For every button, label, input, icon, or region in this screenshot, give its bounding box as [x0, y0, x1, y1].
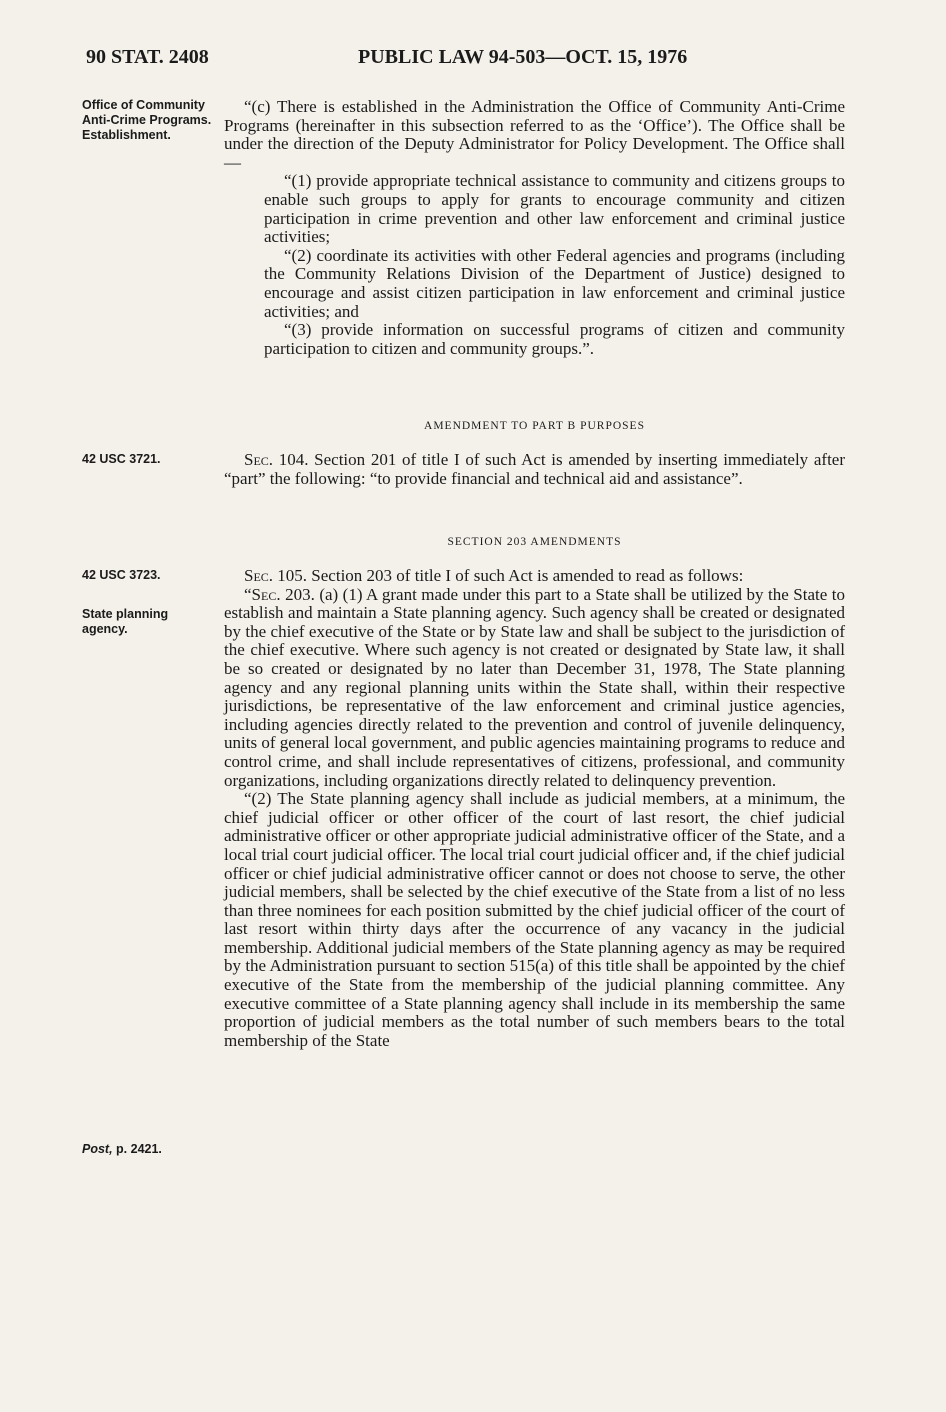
- public-law-title: PUBLIC LAW 94-503—OCT. 15, 1976: [358, 46, 688, 68]
- heading-part-b-purposes: AMENDMENT TO PART B PURPOSES: [424, 420, 645, 432]
- section-105-text: [224, 567, 845, 586]
- section-104-label: Sec. 104.: [244, 450, 309, 469]
- stat-page-number: 90 STAT. 2408: [86, 46, 209, 68]
- section-203-a-1: [224, 586, 845, 791]
- margin-note-state-planning: State planning agency.: [82, 607, 169, 636]
- section-105: [224, 567, 845, 1050]
- margin-note-usc-3721: 42 USC 3721.: [82, 452, 161, 466]
- post-lead: Post,: [82, 1142, 113, 1156]
- margin-note-post: [82, 1142, 212, 1157]
- section-104: [224, 451, 845, 488]
- heading-section-203-amendments: SECTION 203 AMENDMENTS: [447, 536, 622, 548]
- subsection-c-item-1: “(1) provide appropriate technical assistance to community and citizens groups to enable such groups to apply for grants to encourage community and citizen participation in crime prevention and other law enforcement and criminal justice activities;: [264, 171, 845, 247]
- section-104-body: Section 201 of title I of such Act is amended by inserting immediately after “part” the following: “to provide financial and technical aid and assistance”.: [224, 450, 846, 488]
- section-203-a-1-body: (a) (1) A grant made under this part to a State shall be utilized by the State to establish and maintain a State planning agency. Such agency shall be created or designated by the chief executive of the State or by State law and shall be subject to the jurisdiction of the chief executive. Where such agency is not created or designated by State law, it shall be so created or designated by no later than December 31, 1978, The State planning agency and any regional planning units within the State shall, within their respective jurisdictions, be representative of the law enforcement and criminal justice agencies, including agencies directly related to the prevention and control of juvenile delinquency, units of general local government, and public agencies maintaining programs to reduce and control crime, and shall include representatives of citizens, professional, and community organizations, including organizations directly related to delinquency prevention.: [224, 584, 845, 790]
- subsection-c-item-2: “(2) coordinate its activities with other Federal agencies and programs (including the Community Relations Division of the Department of Justice) designed to encourage and assist citizen participation in law enforcement and criminal justice activities; and: [264, 245, 845, 321]
- margin-note-usc-3723: 42 USC 3723.: [82, 568, 161, 582]
- subsection-c: [224, 98, 845, 358]
- section-203-label: “Sec. 203.: [244, 584, 315, 604]
- page-header: [86, 46, 846, 76]
- subsection-c-intro: “(c) There is established in the Administration the Office of Community Anti-Crime Programs (hereinafter in this subsection referred to as the ‘Office’). The Office shall be under the direction of the Deputy Administrator for Policy Development. The Office shall—: [224, 97, 845, 172]
- post-page-ref: p. 2421.: [112, 1142, 162, 1156]
- margin-note-office: Office of Community Anti-Crime Programs. Establishment.: [82, 98, 212, 142]
- section-104-text: [224, 451, 845, 488]
- section-105-body: Section 203 of title I of such Act is amended to read as follows:: [307, 566, 744, 585]
- section-105-label: Sec. 105.: [244, 566, 308, 585]
- section-203-a-2: “(2) The State planning agency shall include as judicial members, at a minimum, the chief judicial officer or other officer of the court of last resort, the chief judicial administrative officer or other appropriate judicial administrative officer of the State, and a local trial court judicial officer. The local trial court judicial officer and, if the chief judicial officer or chief judicial administrative officer cannot or does not choose to serve, the other judicial members, shall be selected by the chief executive of the State from a list of no less than three nominees for each position submitted by the chief judicial officer of the court of last resort within thirty days after the occurrence of any vacancy in the judicial membership. Additional judicial members of the State planning agency as may be required by the Administration pursuant to section 515(a) of this title shall be appointed by the chief executive of the State from the membership of the judicial planning committee. Any executive committee of a State planning agency shall include in its membership the same proportion of judicial members as the total number of such members bears to the total membership of the State: [224, 789, 845, 1050]
- subsection-c-item-3: “(3) provide information on successful programs of citizen and community participation to citizen and community groups.”.: [264, 320, 845, 358]
